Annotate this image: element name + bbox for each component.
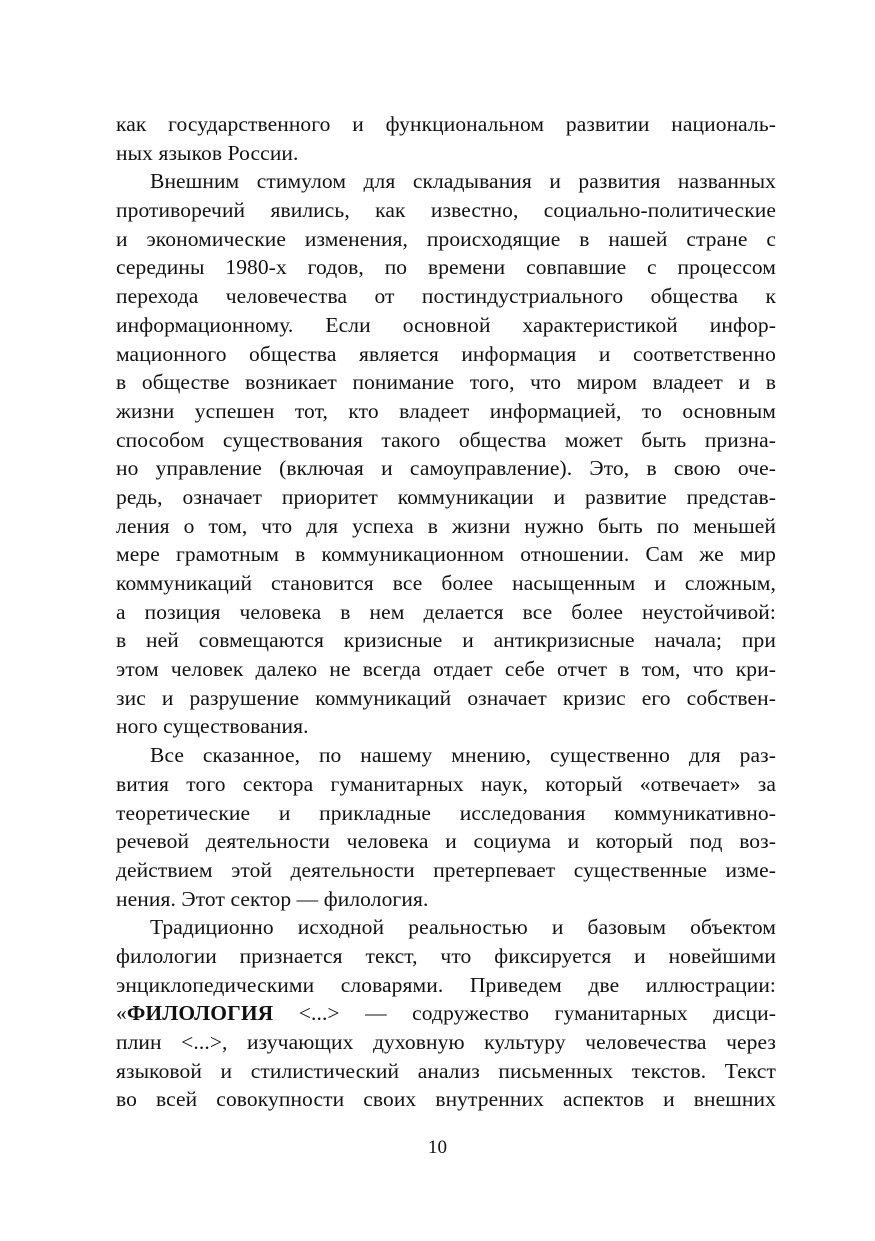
paragraph (116, 110, 776, 167)
text-line: ного существования. (116, 714, 309, 739)
text-line: коммуникаций становится все более насыщенным и сложным, (116, 571, 776, 595)
page-number: 10 (428, 1137, 447, 1158)
text-line: в ней совмещаются кризисные и антикризисные начала; при (116, 628, 776, 653)
text-line: во всей совокупности своих внутренних аспектов и внешних (116, 1087, 776, 1112)
text-line: но управление (включая и самоуправление). Это, в свою оче- (116, 456, 776, 481)
text-line: информационному. Если основной характеристикой инфор- (116, 312, 776, 337)
text-line: действием этой деятельности претерпевает существенные изме- (116, 857, 776, 882)
text-line: Все сказанное, по нашему мнению, существенно для раз- (150, 743, 776, 768)
text-line: редь, означает приоритет коммуникации и развитие представ- (116, 484, 776, 509)
quote-open-mark: « (116, 1001, 127, 1026)
text-line: жизни успешен тот, кто владеет информацией, то основным (116, 398, 776, 423)
text-line: мационного общества является информация и соответственно (116, 341, 776, 366)
text-line: как государственного и функциональном развитии националь- (116, 112, 776, 136)
text-line: перехода человечества от постиндустриального общества к (116, 284, 776, 309)
text-line: теоретические и прикладные исследования коммуникативно- (116, 800, 776, 825)
text-line: энциклопедическими словарями. Приведем две иллюстрации: (116, 972, 776, 997)
quote-line-rest: <...> — содружество гуманитарных дисци- (273, 1001, 776, 1026)
text-line: способом существования такого общества может быть призна- (116, 427, 776, 452)
text-line: филологии признается текст, что фиксируется и новейшими (116, 943, 776, 968)
text-line: а позиция человека в нем делается все более неустойчивой: (116, 599, 776, 624)
text-line: плин <...>, изучающих духовную культуру человечества через (116, 1030, 776, 1054)
quote-line (116, 999, 776, 1028)
text-line: ных языков России. (116, 140, 299, 165)
text-line: противоречий явились, как известно, социально-политические (116, 198, 776, 223)
text-line: Традиционно исходной реальностью и базовым объектом (150, 915, 776, 940)
text-line: и экономические изменения, происходящие в нашей стране с (116, 226, 776, 251)
paragraph (116, 741, 776, 913)
text-line: Внешним стимулом для складывания и развития названных (150, 169, 776, 194)
text-line: нения. Этот сектор — филология. (116, 886, 429, 911)
text-line: в обществе возникает понимание того, что миром владеет и в (116, 370, 776, 395)
text-line: мере грамотным в коммуникационном отношении. Сам же мир (116, 542, 776, 567)
text-line: зис и разрушение коммуникаций означает кризис его собствен- (116, 685, 776, 710)
text-line: языковой и стилистический анализ письменных текстов. Текст (116, 1058, 776, 1083)
paragraph (116, 167, 776, 741)
paragraph (116, 913, 776, 1114)
text-line: этом человек далеко не всегда отдает себе отчет в том, что кри- (116, 657, 776, 682)
text-line: речевой деятельности человека и социума и который под воз- (116, 829, 776, 854)
dictionary-term: ФИЛОЛОГИЯ (126, 1001, 274, 1026)
text-line: вития того сектора гуманитарных наук, который «отвечает» за (116, 771, 776, 796)
page-body (116, 110, 776, 1114)
text-line: ления о том, что для успеха в жизни нужно быть по меньшей (116, 513, 776, 538)
text-line: середины 1980-х годов, по времени совпавшие с процессом (116, 255, 776, 280)
